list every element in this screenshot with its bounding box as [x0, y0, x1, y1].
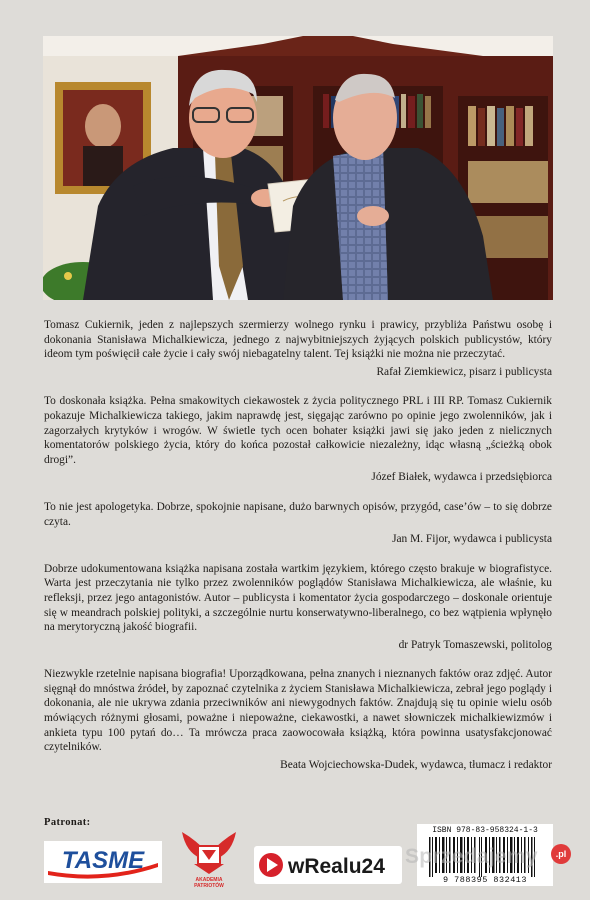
patronat-label: Patronat:: [44, 817, 91, 828]
endorsement-author: Józef Białek, wydawca i przedsiębiorca: [371, 471, 552, 484]
tasme-logo: [44, 841, 162, 883]
endorsement-5: [44, 667, 552, 772]
watermark-text: Sprzedajemy: [405, 845, 538, 868]
watermark-badge: .pl: [551, 844, 571, 864]
wrealu24-logo: [254, 846, 402, 884]
svg-text:AKADEMIA: AKADEMIA: [195, 877, 223, 883]
endorsement-text: Niezwykle rzetelnie napisana biografia! Uporządkowana, pełna znanych i nieznanych faktów oraz zdjęć. Autor sięgnął do mnóstwa źródeł, by zapoznać czytelnika z życiem Stanisława Michalkiewicza, zebrał jego poglądy i dokonania, ale nie ukrywa zdania przeciwników ani niewygodnych faktów. Znajdują się tu opinie wielu osób mówiących różnymi głosami, poważne i niepoważne, ciekawostki, a nawet słowniczek michalkiewizmów i ankieta typu 100 pytań do… Ta mrówcza praca zaowocowała książką, która powinna usatysfakcjonować czytelników.: [44, 668, 552, 754]
endorsement-text: To nie jest apologetyka. Dobrze, spokojnie napisane, dużo barwnych opisów, przygód, case’ów – to się dobrze czyta.: [44, 500, 552, 528]
endorsement-author: Beata Wojciechowska-Dudek, wydawca, tłumacz i redaktor: [280, 758, 552, 771]
endorsements: [44, 318, 552, 787]
cover-photo: [43, 36, 553, 300]
endorsement-text: To doskonała książka. Pełna smakowitych ciekawostek z życia politycznego PRL i III RP. Tomasz Cukiernik pokazuje Michalkiewicza takiego, jakim naprawdę jest, sięgając zarówno po opinie jego zwolenników, jak i zagorzałych krytyków i wrogów. W świetle tych ocen bohater książki jawi się jako jeden z nielicznych komentatorów polskiego życia, który do końca pozostał całkowicie niezależny, idąc własną „ścieżką obok drogi”.: [44, 395, 552, 466]
barcode-digits: 9 788395 832413: [442, 875, 527, 885]
akademia-patriotow-logo: [178, 826, 240, 888]
wrealu24-logo-text: wRealu24: [288, 855, 385, 878]
endorsement-text: Tomasz Cukiernik, jeden z najlepszych szermierzy wolnego rynku i prawicy, przybliża Państwu osobę i dokonania Stanisława Michalkiewicza, jednego z najwybitniejszych żyjących polskich publicystów, który ideom tym poświęcił całe życie i cały swój niebagatelny talent. Tej książki nie można nie przeczytać.: [44, 319, 552, 361]
endorsement-author: dr Patryk Tomaszewski, politolog: [398, 638, 552, 651]
endorsement-1: [44, 318, 552, 379]
svg-text:PATRIOTÓW: PATRIOTÓW: [194, 883, 224, 888]
isbn-number: ISBN 978-83-958324-1-3: [432, 826, 538, 835]
endorsement-author: Jan M. Fijor, wydawca i publicysta: [392, 533, 552, 546]
endorsement-3: [44, 500, 552, 547]
endorsement-text: Dobrze udokumentowana książka napisana została wartkim językiem, którego często brakuje w biografistyce. Warta jest przeczytania nie tylko przez zwolenników poglądów Stanisława Michalkiewicza, ale właśnie, ku refleksji, przez jego antagonistów. Autor – publicysta i komentator życia gospodarczego – doskonale orientuje się w meandrach polskiej polityki, a szczególnie nurtu konserwatywno-liberalnego, co bez wątpienia wpłynęło na merytoryczną jakość biografii.: [44, 562, 552, 634]
endorsement-author: Rafał Ziemkiewicz, pisarz i publicysta: [376, 365, 552, 378]
endorsement-2: [44, 394, 552, 485]
tasme-logo-text: TASME: [61, 847, 145, 874]
endorsement-4: [44, 562, 552, 653]
